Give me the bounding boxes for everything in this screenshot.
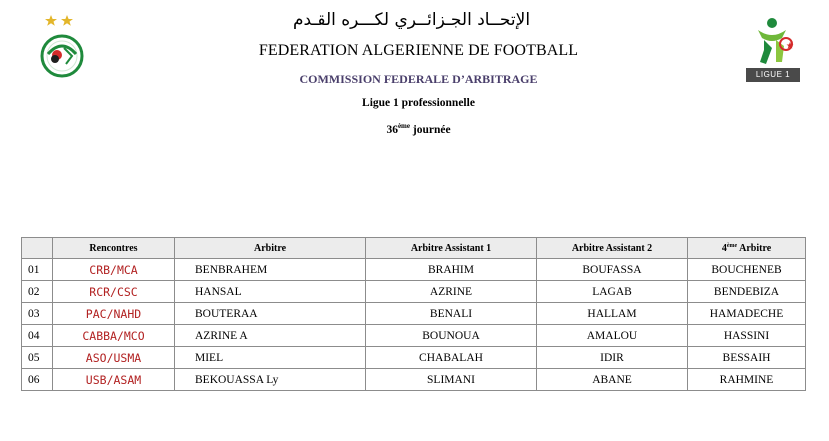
match-name: PAC/NAHD (53, 303, 175, 325)
header-fourth-sup: ème (726, 242, 738, 249)
match-name: ASO/USMA (53, 347, 175, 369)
row-number: 06 (22, 369, 53, 391)
header-fourth-arbitre (688, 238, 806, 259)
header-num (22, 238, 53, 259)
table-row (22, 347, 806, 369)
ligue1-badge: LIGUE 1 (746, 68, 800, 82)
fourth-arbitre-name: HAMADECHE (688, 303, 806, 325)
commission-title: COMMISSION FEDERALE D’ARBITRAGE (299, 72, 538, 86)
assistant1-name: SLIMANI (366, 369, 537, 391)
match-name: CABBA/MCO (53, 325, 175, 347)
assistant1-name: CHABALAH (366, 347, 537, 369)
match-name: CRB/MCA (53, 259, 175, 281)
table-row (22, 325, 806, 347)
federation-title: FEDERATION ALGERIENNE DE FOOTBALL (258, 42, 579, 59)
arbitre-name: AZRINE A (175, 325, 366, 347)
assistant2-name: BOUFASSA (537, 259, 688, 281)
journee-title (4, 122, 829, 136)
match-name: RCR/CSC (53, 281, 175, 303)
assistant1-name: AZRINE (366, 281, 537, 303)
row-number: 02 (22, 281, 53, 303)
journee-suffix: ème (397, 122, 410, 130)
arabic-title: الإتحــاد الجـزائــري لكـــره القـدم (292, 10, 531, 30)
arbitre-name: BENBRAHEM (175, 259, 366, 281)
row-number: 04 (22, 325, 53, 347)
referee-assignments-table (21, 237, 806, 391)
fourth-arbitre-name: HASSINI (688, 325, 806, 347)
journee-word: journée (412, 124, 451, 136)
assistant1-name: BOUNOUA (366, 325, 537, 347)
table-row (22, 303, 806, 325)
journee-number: 36 (386, 124, 398, 136)
match-name: USB/ASAM (53, 369, 175, 391)
assistant2-name: AMALOU (537, 325, 688, 347)
table-row (22, 369, 806, 391)
row-number: 03 (22, 303, 53, 325)
fourth-arbitre-name: RAHMINE (688, 369, 806, 391)
table-row (22, 259, 806, 281)
header-assistant1: Arbitre Assistant 1 (366, 238, 537, 259)
header-rencontres: Rencontres (53, 238, 175, 259)
assistant2-name: IDIR (537, 347, 688, 369)
arbitre-name: HANSAL (175, 281, 366, 303)
header-arbitre: Arbitre (175, 238, 366, 259)
assistant2-name: HALLAM (537, 303, 688, 325)
row-number: 05 (22, 347, 53, 369)
arbitre-name: MIEL (175, 347, 366, 369)
fourth-arbitre-name: BENDEBIZA (688, 281, 806, 303)
row-number: 01 (22, 259, 53, 281)
arbitre-name: BOUTERAA (175, 303, 366, 325)
table-header-row (22, 238, 806, 259)
fourth-arbitre-name: BOUCHENEB (688, 259, 806, 281)
table-row (22, 281, 806, 303)
header-fourth-num: 4 (721, 242, 727, 254)
assistant2-name: ABANE (537, 369, 688, 391)
assistant1-name: BRAHIM (366, 259, 537, 281)
assistant2-name: LAGAB (537, 281, 688, 303)
assistant1-name: BENALI (366, 303, 537, 325)
arbitre-name: BEKOUASSA Ly (175, 369, 366, 391)
fourth-arbitre-name: BESSAIH (688, 347, 806, 369)
header-fourth-word: Arbitre (739, 242, 772, 254)
ligue-title: Ligue 1 professionnelle (362, 97, 475, 109)
header-assistant2: Arbitre Assistant 2 (537, 238, 688, 259)
